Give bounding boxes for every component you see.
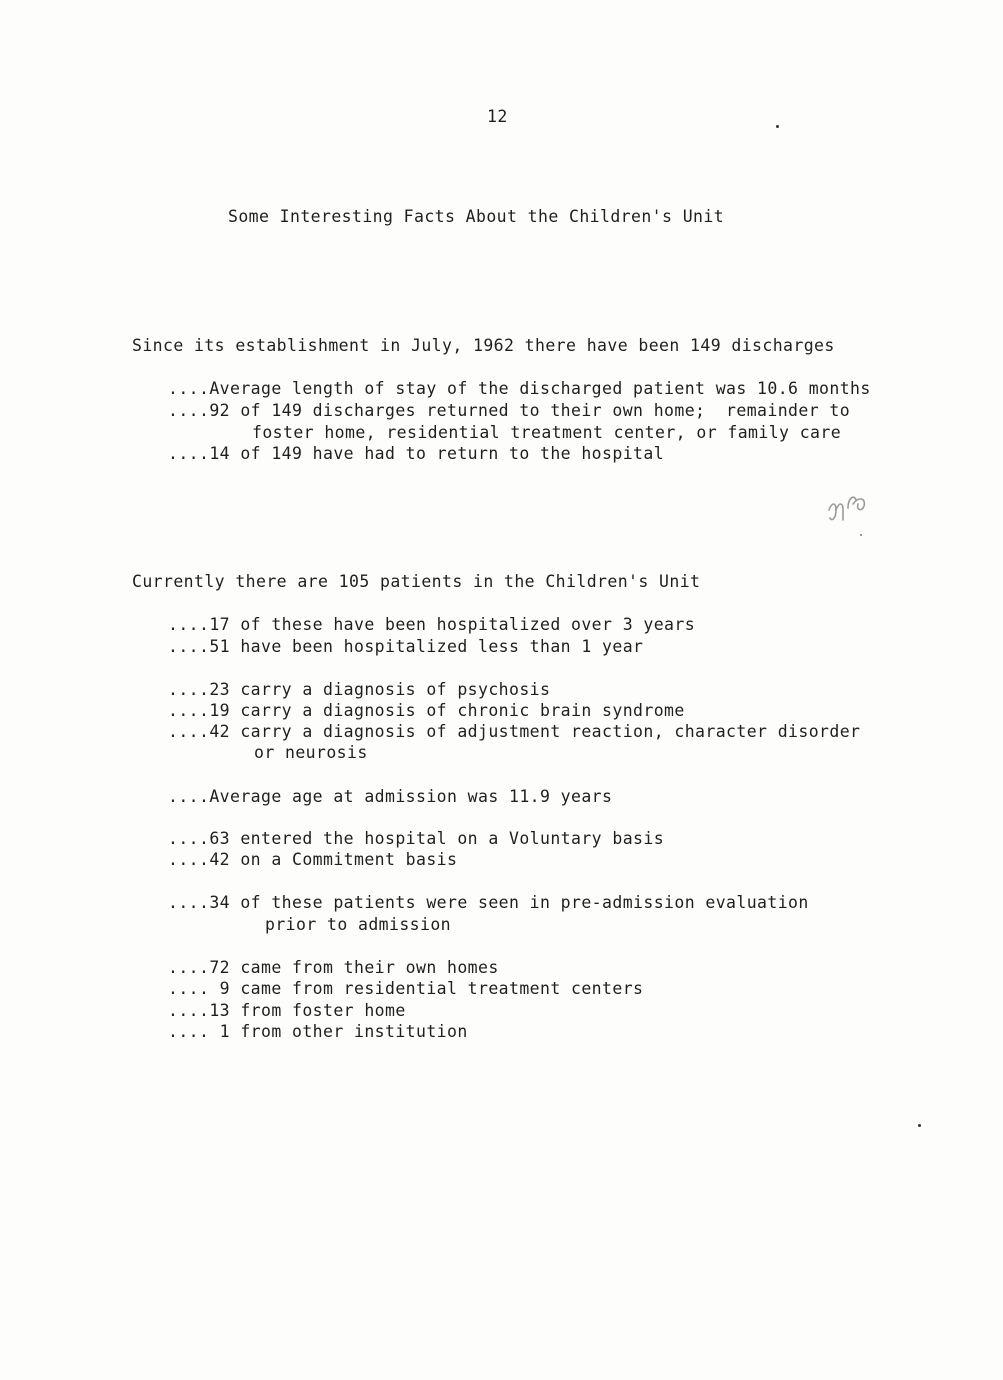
section2-line: .... 9 came from residential treatment centers: [168, 979, 644, 998]
section2-line: ....51 have been hospitalized less than 1 year: [168, 637, 644, 656]
page-title: Some Interesting Facts About the Children's Unit: [228, 207, 725, 226]
section1-line: ....14 of 149 have had to return to the hospital: [168, 444, 665, 463]
section2-line: ....34 of these patients were seen in pre-admission evaluation: [168, 893, 809, 912]
section1-line-continuation: foster home, residential treatment center, or family care: [252, 423, 842, 442]
section2-line: ....Average age at admission was 11.9 years: [168, 787, 613, 806]
section2-line: ....17 of these have been hospitalized over 3 years: [168, 615, 696, 634]
paper-speck: [860, 534, 862, 536]
section2-line-continuation: or neurosis: [254, 743, 368, 762]
handwritten-annotation: [826, 488, 876, 528]
page-number: 12: [487, 107, 508, 126]
section1-line: ....92 of 149 discharges returned to their own home; remainder to: [168, 401, 851, 420]
section2-line: ....42 on a Commitment basis: [168, 850, 458, 869]
section2-line-continuation: prior to admission: [265, 915, 452, 934]
section2-line: ....63 entered the hospital on a Voluntary basis: [168, 829, 665, 848]
section2-line: ....72 came from their own homes: [168, 958, 499, 977]
section2-line: .... 1 from other institution: [168, 1022, 468, 1041]
section1-heading: Since its establishment in July, 1962 there have been 149 discharges: [132, 336, 835, 355]
section2-heading: Currently there are 105 patients in the Children's Unit: [132, 572, 701, 591]
section2-line: ....42 carry a diagnosis of adjustment reaction, character disorder: [168, 722, 861, 741]
section1-line: ....Average length of stay of the discharged patient was 10.6 months: [168, 379, 871, 398]
paper-speck: [918, 1124, 921, 1127]
section2-line: ....23 carry a diagnosis of psychosis: [168, 680, 551, 699]
paper-speck: [776, 125, 779, 128]
section2-line: ....13 from foster home: [168, 1001, 406, 1020]
section2-line: ....19 carry a diagnosis of chronic brain syndrome: [168, 701, 685, 720]
